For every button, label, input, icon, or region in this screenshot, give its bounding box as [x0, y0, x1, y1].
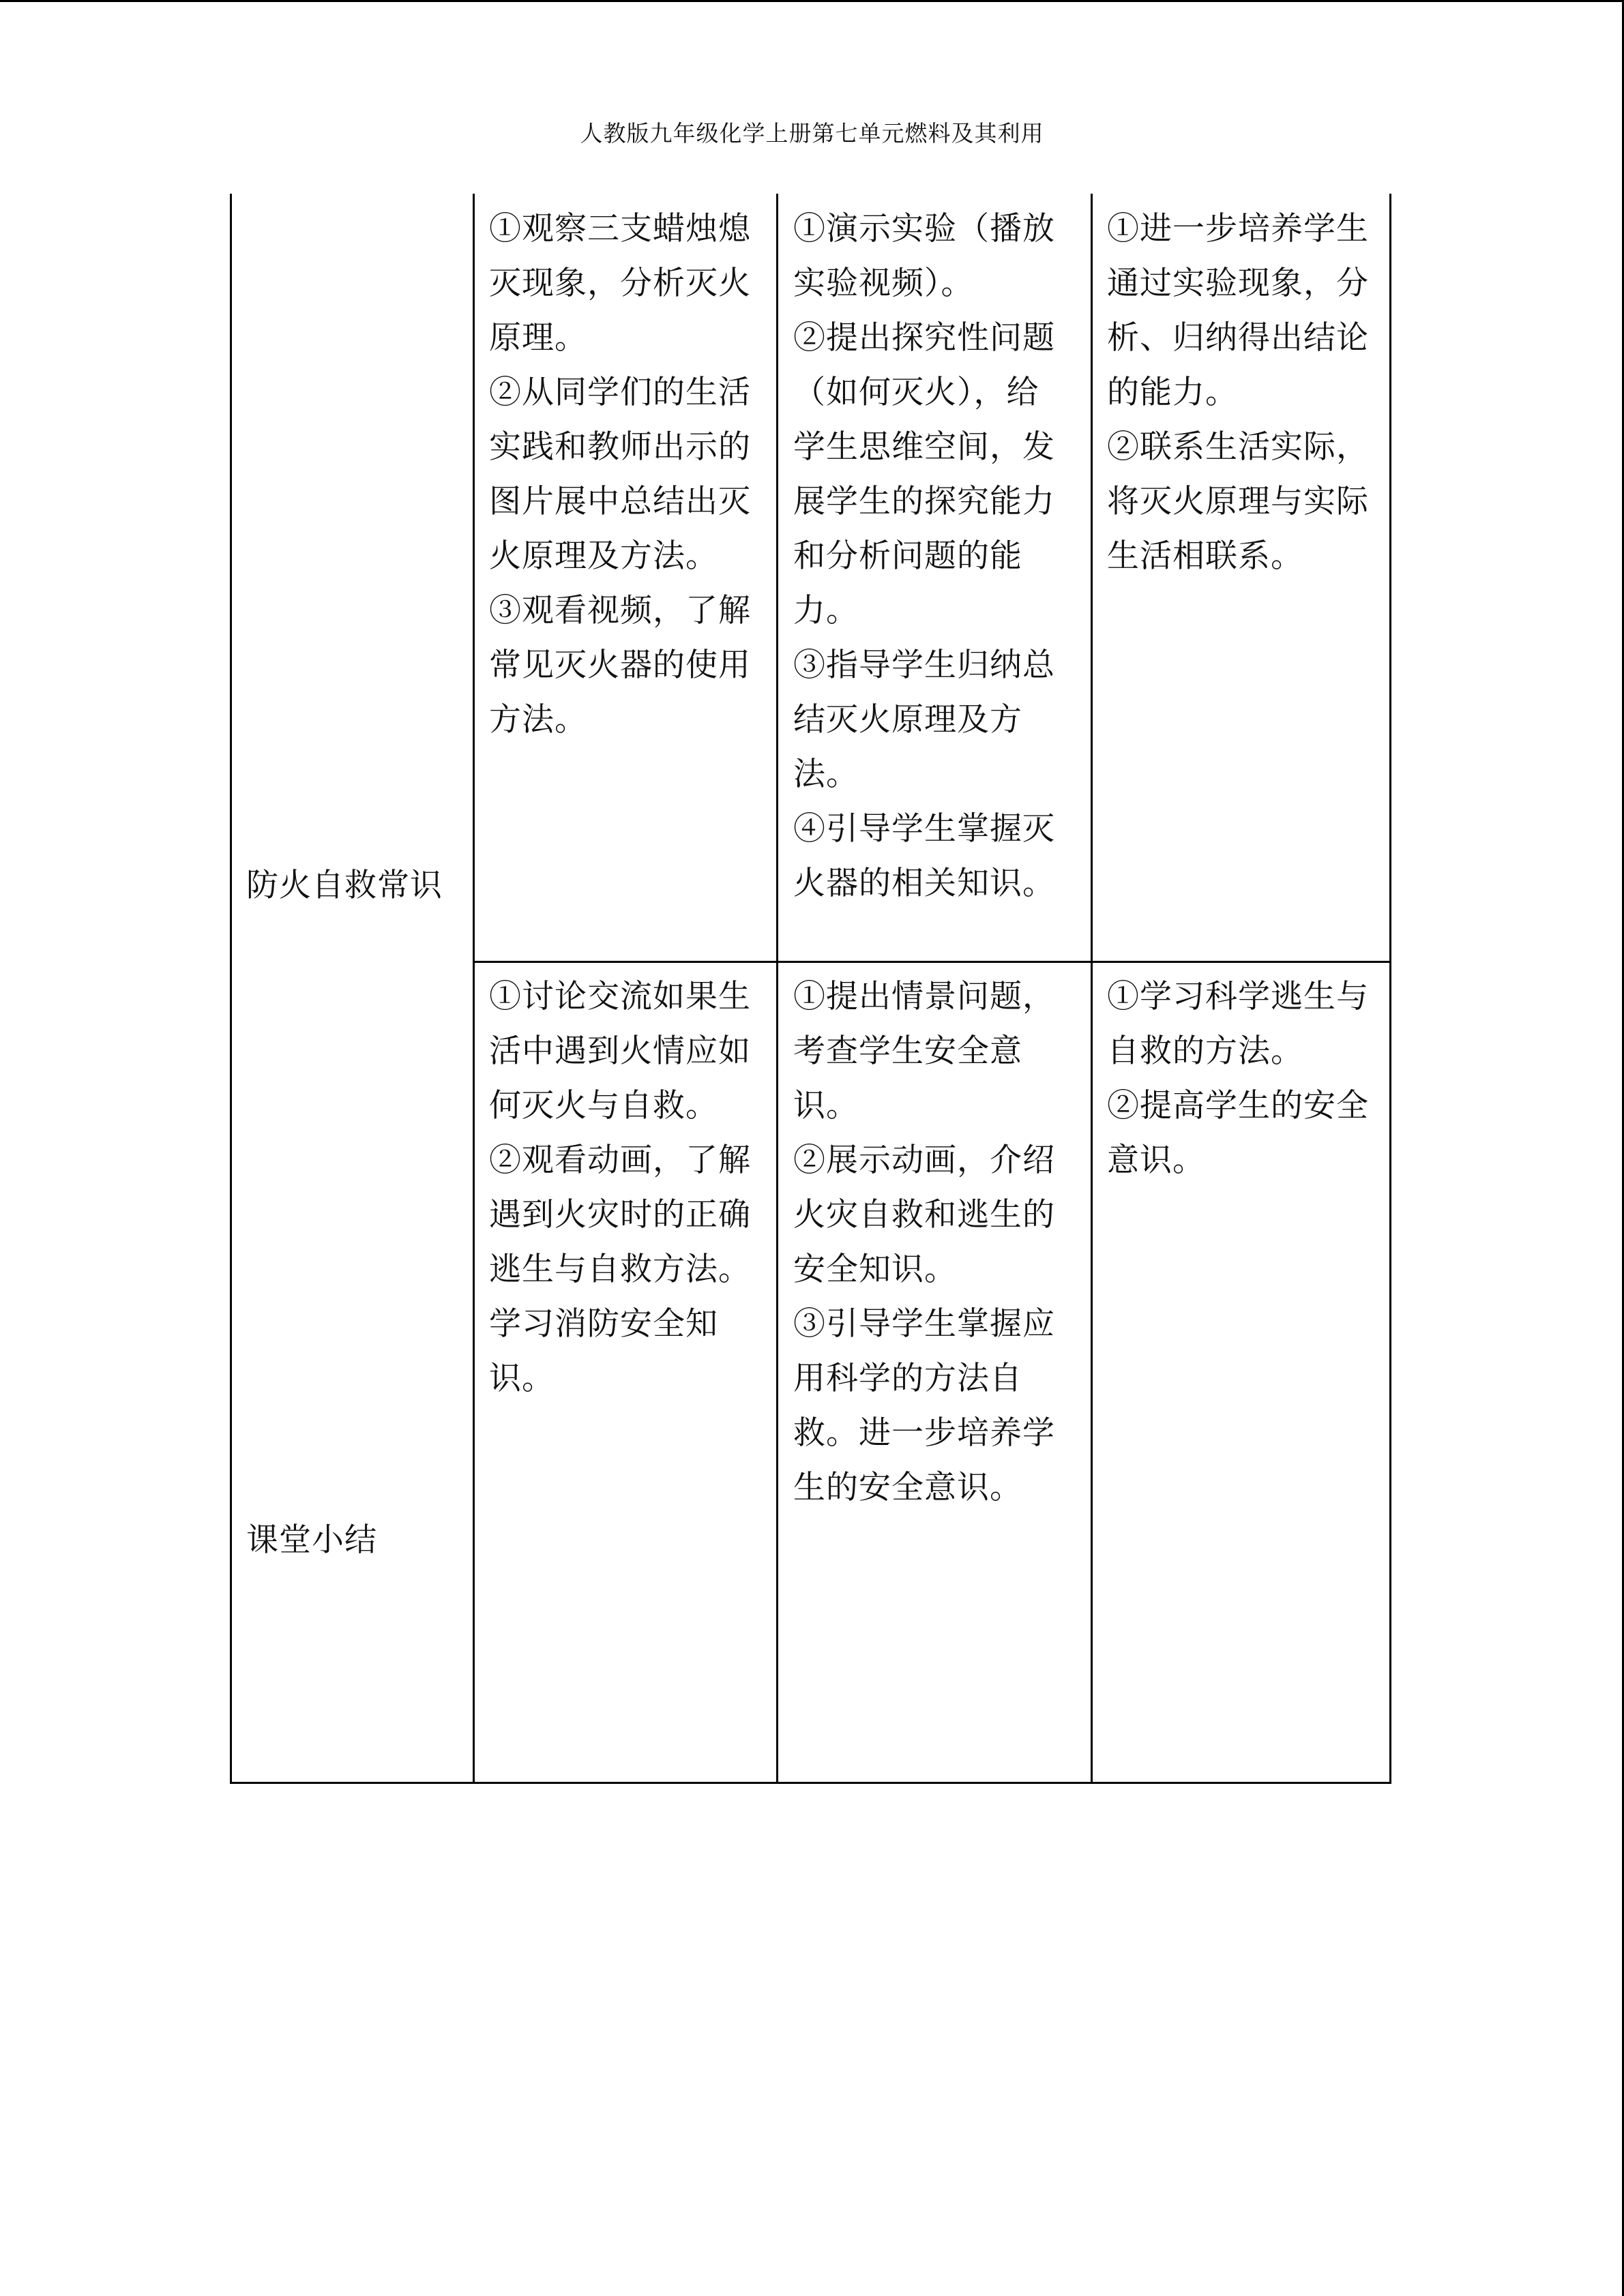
text-line: ①讨论交流如果生	[489, 978, 751, 1015]
text-line: 识。	[489, 1360, 555, 1397]
text-line: 图片展中总结出灭	[489, 483, 751, 520]
text-line: 用科学的方法自	[793, 1360, 1022, 1397]
text-line: 何灭火与自救。	[489, 1087, 718, 1124]
page-border-top	[0, 0, 1624, 2]
text-line: ②从同学们的生活	[489, 374, 751, 411]
table-border-bottom	[230, 1782, 1391, 1784]
text-line: 学习消防安全知	[489, 1305, 718, 1343]
text-line: 通过实验现象，分	[1107, 265, 1369, 302]
text-line: 和分析问题的能	[793, 537, 1022, 575]
text-line: 实验视频）。	[793, 265, 974, 302]
text-line: 生的安全意识。	[793, 1469, 1022, 1506]
text-line: ①学习科学逃生与	[1107, 978, 1369, 1015]
text-line: 识。	[793, 1087, 859, 1124]
table-border-right	[1389, 194, 1391, 1784]
text-line: 析、归纳得出结论	[1107, 319, 1369, 357]
row1-design-intent	[1107, 202, 1387, 584]
text-line: ③引导学生掌握应	[793, 1305, 1055, 1343]
text-line: ③观看视频，了解	[489, 592, 751, 629]
text-line: 意识。	[1107, 1142, 1205, 1179]
text-line: 火灾自救和逃生的	[793, 1196, 1055, 1234]
row1-student-activity	[489, 202, 769, 747]
text-line: 生活相联系。	[1107, 537, 1303, 575]
table-border-left	[230, 194, 232, 1784]
row1-teacher-activity	[793, 202, 1087, 911]
row-label-lesson-summary: 课堂小结	[246, 1521, 377, 1559]
text-line: 逃生与自救方法。	[489, 1251, 751, 1288]
text-line: 将灭火原理与实际	[1107, 483, 1369, 520]
text-line: 学生思维空间，发	[793, 428, 1055, 466]
text-line: 常见灭火器的使用	[489, 646, 751, 684]
row2-design-intent	[1107, 970, 1387, 1188]
text-line: ①观察三支蜡烛熄	[489, 210, 751, 248]
text-line: 火器的相关知识。	[793, 865, 1055, 902]
text-line: ②提出探究性问题	[793, 319, 1055, 357]
text-line: ②联系生活实际，	[1107, 428, 1369, 466]
table-divider-col3	[1091, 194, 1093, 1784]
text-line: ④引导学生掌握灭	[793, 810, 1055, 848]
table-divider-col1	[473, 194, 475, 1784]
table-divider-col2	[776, 194, 778, 1784]
text-line: 力。	[793, 592, 859, 629]
text-line: 的能力。	[1107, 374, 1238, 411]
text-line: 法。	[793, 756, 859, 793]
text-line: 灭现象，分析灭火	[489, 265, 751, 302]
text-line: 展学生的探究能力	[793, 483, 1055, 520]
text-line: 方法。	[489, 701, 587, 739]
text-line: ②提高学生的安全	[1107, 1087, 1369, 1124]
row-label-fire-safety: 防火自救常识	[246, 867, 443, 904]
row2-student-activity	[489, 970, 769, 1406]
text-line: ②展示动画，介绍	[793, 1142, 1055, 1179]
text-line: 原理。	[489, 319, 587, 357]
text-line: ①提出情景问题，	[793, 978, 1055, 1015]
lesson-table	[230, 194, 1392, 1784]
text-line: 救。进一步培养学	[793, 1414, 1055, 1452]
text-line: （如何灭火），给	[793, 374, 1039, 411]
text-line: 自救的方法。	[1107, 1032, 1303, 1070]
text-line: 火原理及方法。	[489, 537, 718, 575]
text-line: 结灭火原理及方	[793, 701, 1022, 739]
text-line: 安全知识。	[793, 1251, 957, 1288]
text-line: 实践和教师出示的	[489, 428, 751, 466]
text-line: ①进一步培养学生	[1107, 210, 1369, 248]
text-line: 考查学生安全意	[793, 1032, 1022, 1070]
page-header: 人教版九年级化学上册第七单元燃料及其利用	[580, 120, 1044, 147]
text-line: 活中遇到火情应如	[489, 1032, 751, 1070]
text-line: ③指导学生归纳总	[793, 646, 1055, 684]
row2-teacher-activity	[793, 970, 1087, 1515]
text-line: ②观看动画，了解	[489, 1142, 751, 1179]
text-line: ①演示实验（播放	[793, 210, 1055, 248]
text-line: 遇到火灾时的正确	[489, 1196, 751, 1234]
table-row-divider	[473, 961, 1391, 963]
